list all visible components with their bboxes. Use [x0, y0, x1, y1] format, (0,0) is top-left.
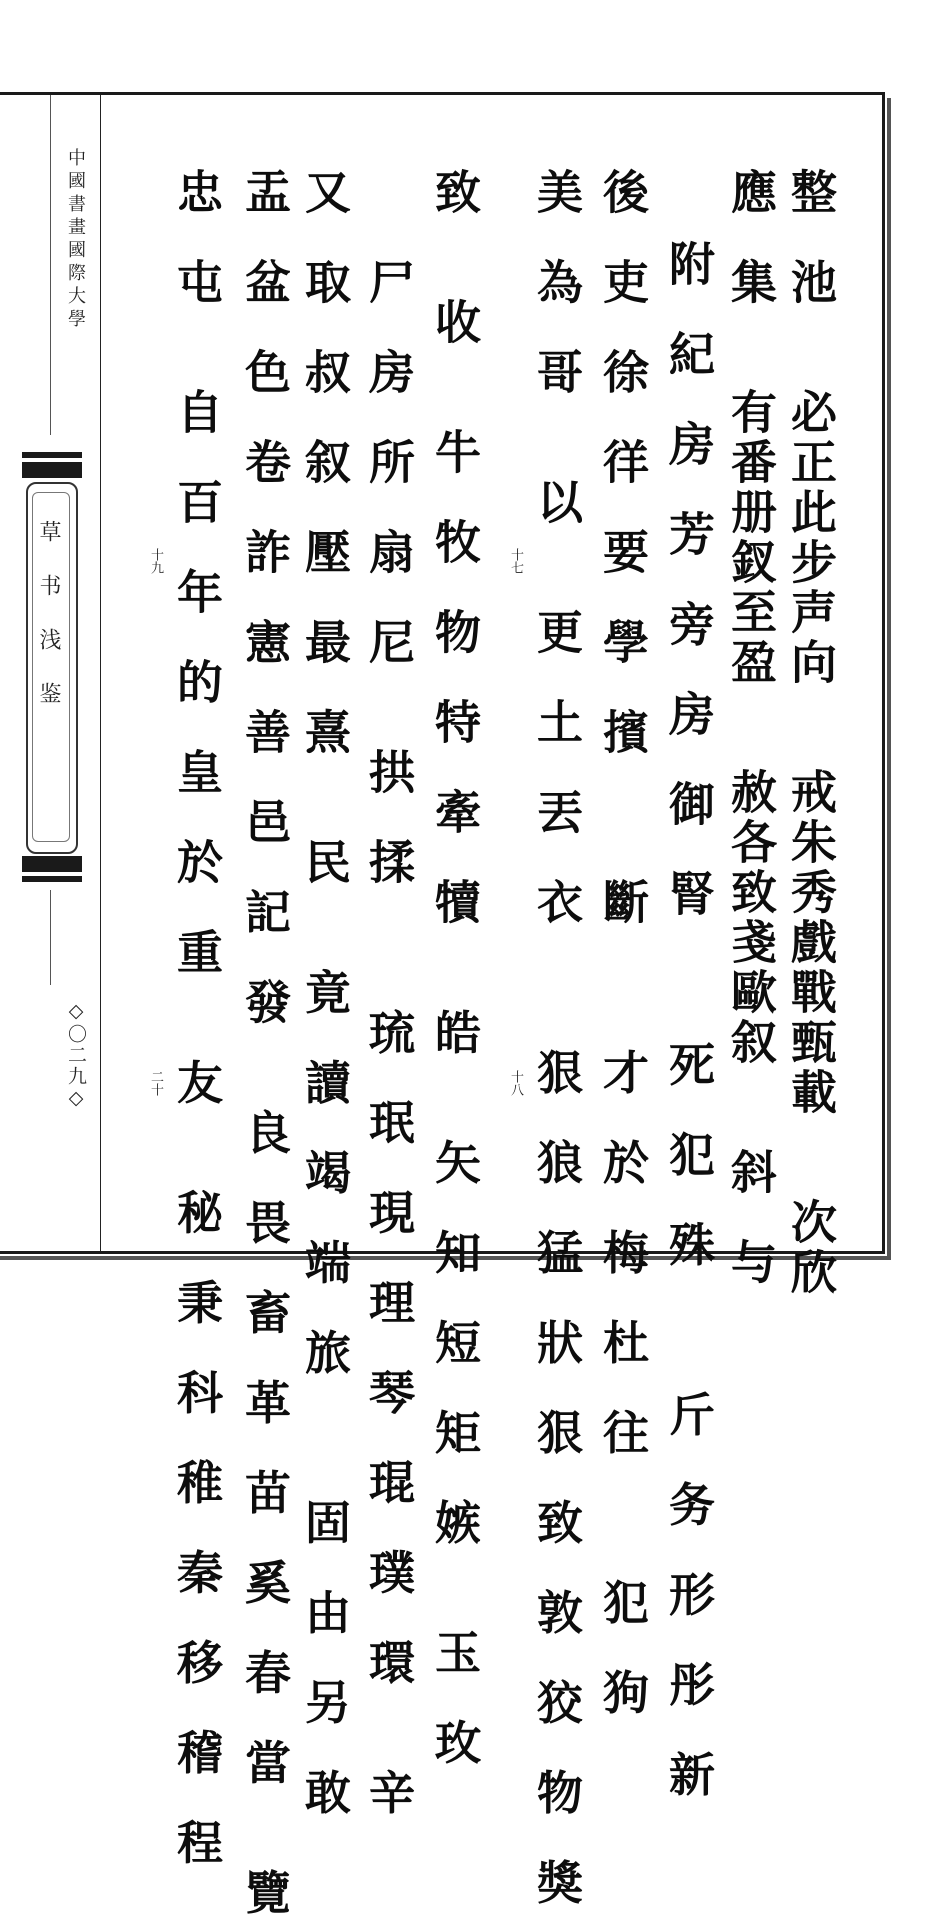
section-mark-17: 十七	[508, 548, 523, 574]
label-bar-top-thick	[22, 462, 82, 478]
gutter-rule-bottom	[50, 890, 51, 985]
section-mark-19: 十九	[148, 548, 163, 574]
calligraphy-column-10: 忠 屯 自 百 年 的 皇 於 重 友 秘 秉 科 稚 秦 移 稽 程	[170, 168, 224, 1869]
label-bar-bottom-thick	[22, 856, 82, 872]
label-bar-top-thin	[22, 452, 82, 458]
calligraphy-column-6: 致 收 牛 牧 物 特 牽 犢 皓 矢 知 短 矩 嫉 玉 玫	[428, 168, 482, 1769]
calligraphy-column-8: 又 取 叔 叙 壓 最 熹 民 竟 讀 竭 端 旅 固 由 另 敢	[298, 168, 352, 1819]
book-title: 草书浅鉴	[36, 520, 61, 736]
calligraphy-column-7: 尸 房 所 扇 尼 拱 揉 琉 珉 現 理 琴 琨 璞 環 辛	[362, 218, 416, 1819]
calligraphy-column-5: 美 為 哥 以 更 土 丟 衣 狠 狼 猛 狀 狠 致 敦 狡 物 獎	[530, 168, 584, 1909]
calligraphy-column-9: 盂 盆 色 卷 詐 憲 善 邑 記 發 良 畏 畜 革 苗 奚 春 當 覽	[238, 168, 292, 1919]
calligraphy-column-1: 整 池 必正此步声向 戒朱秀戲戰甄載 次欣	[784, 168, 838, 1299]
gutter-divider	[100, 95, 101, 1251]
gutter-rule-top	[50, 95, 51, 435]
section-mark-20: 二十	[148, 1070, 163, 1096]
calligraphy-column-3: 附 紀 房 芳 旁 房 御 腎 死 犯 殊 斤 务 形 彤 新	[662, 200, 716, 1801]
section-mark-18: 十八	[508, 1070, 523, 1096]
calligraphy-column-4: 後 吏 徐 徉 要 學 擯 斷 才 於 梅 杜 往 犯 狗	[596, 168, 650, 1719]
publisher-name: 中國書畫國際大學	[65, 148, 86, 332]
calligraphy-column-2: 應 集 有番册釵至盈 赦各致戔歐叙 斜 与	[724, 168, 778, 1289]
label-bar-bottom-thin	[22, 876, 82, 882]
page-number: ◇〇二九◇	[65, 1000, 87, 1111]
book-title-label	[22, 452, 82, 882]
